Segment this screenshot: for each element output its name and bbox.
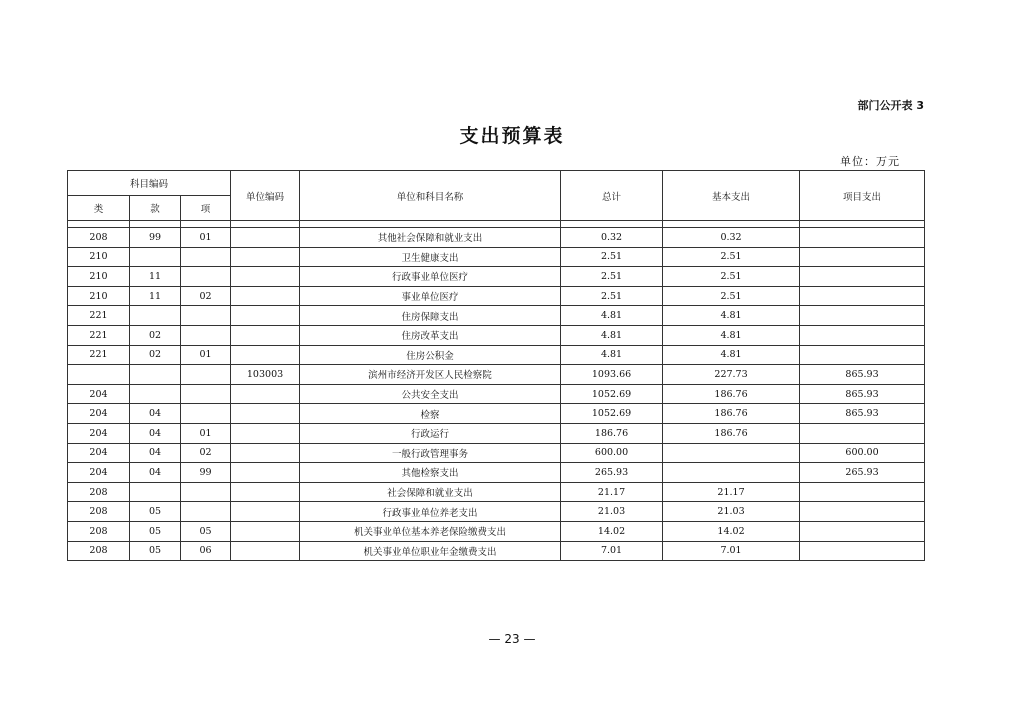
cell-kuan xyxy=(130,247,181,267)
unit-label: 单位：万元 xyxy=(840,155,900,168)
table-row xyxy=(68,325,925,345)
table-row xyxy=(68,365,925,385)
cell-name: 行政事业单位养老支出 xyxy=(300,502,561,522)
cell-kuan: 05 xyxy=(130,521,181,541)
header-lei: 类 xyxy=(68,196,130,221)
cell-basic: 186.76 xyxy=(663,384,800,404)
table-row xyxy=(68,247,925,267)
table-row xyxy=(68,404,925,424)
page-title: 支出预算表 xyxy=(459,125,565,147)
cell-unit-code xyxy=(231,521,300,541)
cell-unit-code xyxy=(231,345,300,365)
cell-name: 卫生健康支出 xyxy=(300,247,561,267)
cell-basic: 227.73 xyxy=(663,365,800,385)
cell-xiang xyxy=(181,404,231,424)
table-row xyxy=(68,345,925,365)
cell-project: 865.93 xyxy=(800,365,925,385)
cell-name: 机关事业单位基本养老保险缴费支出 xyxy=(300,521,561,541)
cell-xiang: 99 xyxy=(181,463,231,483)
page-number: — 23 — xyxy=(488,632,536,646)
cell-xiang xyxy=(181,384,231,404)
table-row xyxy=(68,502,925,522)
cell-lei: 204 xyxy=(68,463,130,483)
cell-unit-code xyxy=(231,404,300,424)
cell-basic: 186.76 xyxy=(663,404,800,424)
cell-lei: 208 xyxy=(68,482,130,502)
cell-name: 住房改革支出 xyxy=(300,325,561,345)
cell-unit-code xyxy=(231,325,300,345)
cell-xiang xyxy=(181,502,231,522)
cell-lei: 210 xyxy=(68,286,130,306)
cell-project xyxy=(800,306,925,326)
cell-xiang xyxy=(181,365,231,385)
cell-total: 2.51 xyxy=(561,286,663,306)
header-xiang: 项 xyxy=(181,196,231,221)
cell-name: 滨州市经济开发区人民检察院 xyxy=(300,365,561,385)
cell-lei xyxy=(68,365,130,385)
cell-basic: 0.32 xyxy=(663,228,800,248)
cell-lei: 221 xyxy=(68,325,130,345)
cell-total: 2.51 xyxy=(561,267,663,287)
cell-total: 7.01 xyxy=(561,541,663,561)
cell-unit-code xyxy=(231,228,300,248)
header-name: 单位和科目名称 xyxy=(300,171,561,221)
cell-xiang xyxy=(181,306,231,326)
cell-basic: 2.51 xyxy=(663,286,800,306)
cell-kuan xyxy=(130,365,181,385)
cell-lei: 204 xyxy=(68,443,130,463)
cell-total: 1052.69 xyxy=(561,404,663,424)
cell-kuan xyxy=(130,306,181,326)
cell-xiang xyxy=(181,267,231,287)
cell-xiang: 01 xyxy=(181,423,231,443)
cell-kuan: 02 xyxy=(130,345,181,365)
cell-kuan: 04 xyxy=(130,423,181,443)
cell-total: 4.81 xyxy=(561,306,663,326)
cell-kuan xyxy=(130,482,181,502)
cell-total: 0.32 xyxy=(561,228,663,248)
cell-unit-code xyxy=(231,384,300,404)
header-unit-code: 单位编码 xyxy=(231,171,300,221)
cell-basic: 2.51 xyxy=(663,247,800,267)
cell-project xyxy=(800,521,925,541)
cell-xiang: 01 xyxy=(181,345,231,365)
cell-kuan xyxy=(130,384,181,404)
cell-total: 21.17 xyxy=(561,482,663,502)
cell-total: 265.93 xyxy=(561,463,663,483)
cell-xiang xyxy=(181,325,231,345)
cell-project xyxy=(800,267,925,287)
header-basic: 基本支出 xyxy=(663,171,800,221)
cell-project xyxy=(800,541,925,561)
cell-project xyxy=(800,423,925,443)
header-kuan: 款 xyxy=(130,196,181,221)
cell-project xyxy=(800,502,925,522)
cell-total: 1052.69 xyxy=(561,384,663,404)
cell-total: 14.02 xyxy=(561,521,663,541)
cell-kuan: 11 xyxy=(130,286,181,306)
cell-lei: 210 xyxy=(68,247,130,267)
cell-xiang: 06 xyxy=(181,541,231,561)
cell-total: 4.81 xyxy=(561,325,663,345)
table-row xyxy=(68,463,925,483)
cell-unit-code xyxy=(231,443,300,463)
cell-unit-code: 103003 xyxy=(231,365,300,385)
cell-name: 行政运行 xyxy=(300,423,561,443)
table-body xyxy=(68,221,925,561)
cell-unit-code xyxy=(231,423,300,443)
cell-kuan: 02 xyxy=(130,325,181,345)
cell-basic: 21.17 xyxy=(663,482,800,502)
cell-lei: 221 xyxy=(68,306,130,326)
cell-lei: 221 xyxy=(68,345,130,365)
cell-name: 公共安全支出 xyxy=(300,384,561,404)
cell-project xyxy=(800,286,925,306)
cell-xiang: 05 xyxy=(181,521,231,541)
budget-table xyxy=(67,170,925,561)
table-row xyxy=(68,443,925,463)
cell-total: 21.03 xyxy=(561,502,663,522)
cell-kuan: 04 xyxy=(130,463,181,483)
cell-kuan: 05 xyxy=(130,502,181,522)
cell-basic: 186.76 xyxy=(663,423,800,443)
cell-project: 600.00 xyxy=(800,443,925,463)
cell-name: 机关事业单位职业年金缴费支出 xyxy=(300,541,561,561)
cell-lei: 210 xyxy=(68,267,130,287)
document-label: 部门公开表 3 xyxy=(857,99,924,112)
cell-project: 865.93 xyxy=(800,404,925,424)
cell-basic: 21.03 xyxy=(663,502,800,522)
cell-name: 行政事业单位医疗 xyxy=(300,267,561,287)
cell-lei: 208 xyxy=(68,521,130,541)
cell-kuan: 04 xyxy=(130,443,181,463)
cell-basic: 7.01 xyxy=(663,541,800,561)
cell-name: 事业单位医疗 xyxy=(300,286,561,306)
cell-lei: 208 xyxy=(68,502,130,522)
table-row xyxy=(68,384,925,404)
cell-kuan: 05 xyxy=(130,541,181,561)
header-subject-code: 科目编码 xyxy=(68,171,231,196)
cell-xiang: 02 xyxy=(181,443,231,463)
cell-total: 2.51 xyxy=(561,247,663,267)
cell-unit-code xyxy=(231,286,300,306)
cell-lei: 208 xyxy=(68,541,130,561)
cell-kuan: 99 xyxy=(130,228,181,248)
cell-xiang: 02 xyxy=(181,286,231,306)
table-row xyxy=(68,228,925,248)
cell-lei: 208 xyxy=(68,228,130,248)
table-row xyxy=(68,286,925,306)
cell-name: 社会保障和就业支出 xyxy=(300,482,561,502)
cell-basic xyxy=(663,463,800,483)
cell-project xyxy=(800,228,925,248)
table-row xyxy=(68,521,925,541)
table-row xyxy=(68,306,925,326)
cell-kuan: 11 xyxy=(130,267,181,287)
cell-project xyxy=(800,482,925,502)
cell-unit-code xyxy=(231,306,300,326)
cell-unit-code xyxy=(231,482,300,502)
cell-lei: 204 xyxy=(68,384,130,404)
cell-lei: 204 xyxy=(68,423,130,443)
spacer-row xyxy=(68,221,925,228)
cell-unit-code xyxy=(231,463,300,483)
cell-total: 186.76 xyxy=(561,423,663,443)
cell-basic: 4.81 xyxy=(663,345,800,365)
cell-project: 865.93 xyxy=(800,384,925,404)
cell-project xyxy=(800,247,925,267)
cell-basic: 14.02 xyxy=(663,521,800,541)
cell-total: 4.81 xyxy=(561,345,663,365)
cell-project xyxy=(800,325,925,345)
cell-unit-code xyxy=(231,502,300,522)
cell-name: 其他检察支出 xyxy=(300,463,561,483)
cell-basic xyxy=(663,443,800,463)
cell-unit-code xyxy=(231,267,300,287)
cell-project xyxy=(800,345,925,365)
cell-name: 住房保障支出 xyxy=(300,306,561,326)
cell-total: 600.00 xyxy=(561,443,663,463)
table-row xyxy=(68,541,925,561)
cell-xiang: 01 xyxy=(181,228,231,248)
table-row xyxy=(68,423,925,443)
cell-name: 住房公积金 xyxy=(300,345,561,365)
cell-lei: 204 xyxy=(68,404,130,424)
cell-unit-code xyxy=(231,247,300,267)
cell-basic: 4.81 xyxy=(663,306,800,326)
cell-name: 一般行政管理事务 xyxy=(300,443,561,463)
table-row xyxy=(68,482,925,502)
cell-name: 检察 xyxy=(300,404,561,424)
cell-xiang xyxy=(181,247,231,267)
cell-project: 265.93 xyxy=(800,463,925,483)
cell-basic: 2.51 xyxy=(663,267,800,287)
cell-total: 1093.66 xyxy=(561,365,663,385)
cell-basic: 4.81 xyxy=(663,325,800,345)
header-project: 项目支出 xyxy=(800,171,925,221)
cell-xiang xyxy=(181,482,231,502)
cell-kuan: 04 xyxy=(130,404,181,424)
cell-name: 其他社会保障和就业支出 xyxy=(300,228,561,248)
table-row xyxy=(68,267,925,287)
cell-unit-code xyxy=(231,541,300,561)
header-total: 总计 xyxy=(561,171,663,221)
